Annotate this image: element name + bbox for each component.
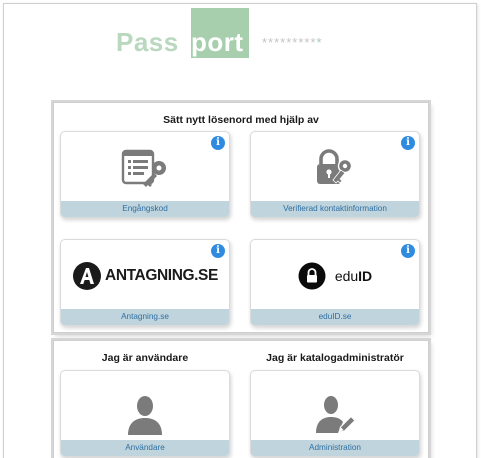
eduid-label: eduID.se	[251, 309, 419, 325]
one-time-code-card[interactable]	[60, 131, 230, 218]
eduid-logo-text	[335, 268, 372, 284]
eduid-logo-text-edu: edu	[334, 267, 359, 284]
passport-logo	[116, 8, 366, 60]
admin-card[interactable]	[250, 370, 420, 457]
user-label: Användare	[61, 440, 229, 456]
info-icon[interactable]: i	[401, 244, 415, 258]
user-heading: Jag är användare	[101, 352, 189, 364]
admin-label: Administration	[251, 440, 419, 456]
antagning-label: Antagning.se	[61, 309, 229, 325]
verified-contact-label: Verifierad kontaktinformation	[251, 201, 419, 217]
info-icon[interactable]: i	[401, 136, 415, 150]
eduid-logo	[251, 240, 419, 311]
eduid-logo-text-id: ID	[358, 267, 373, 284]
info-icon[interactable]: i	[211, 244, 225, 258]
reset-password-heading: Sätt nytt lösenord med hjälp av	[163, 114, 319, 126]
logo-word-port: port	[191, 27, 244, 57]
one-time-code-label: Engångskod	[61, 201, 229, 217]
antagning-logo-text: ANTAGNING.SE	[105, 266, 218, 284]
logo-stars	[262, 36, 323, 49]
logo-word-pass: Pass	[116, 27, 179, 57]
antagning-logo	[61, 240, 229, 311]
antagning-card[interactable]	[60, 239, 230, 326]
verified-contact-card[interactable]	[250, 131, 420, 218]
reset-password-panel	[53, 102, 429, 333]
logo-star-green: *	[316, 35, 323, 50]
login-panel	[53, 340, 429, 458]
eduid-card[interactable]	[250, 239, 420, 326]
logo-stars-grey: *********	[262, 35, 317, 50]
one-time-code-icon	[61, 132, 229, 203]
eduid-lock-icon	[298, 262, 326, 290]
lock-key-icon	[251, 132, 419, 203]
admin-heading: Jag är katalogadministratör	[266, 352, 404, 364]
antagning-a-icon	[72, 261, 102, 291]
info-icon[interactable]: i	[211, 136, 225, 150]
user-card[interactable]	[60, 370, 230, 457]
